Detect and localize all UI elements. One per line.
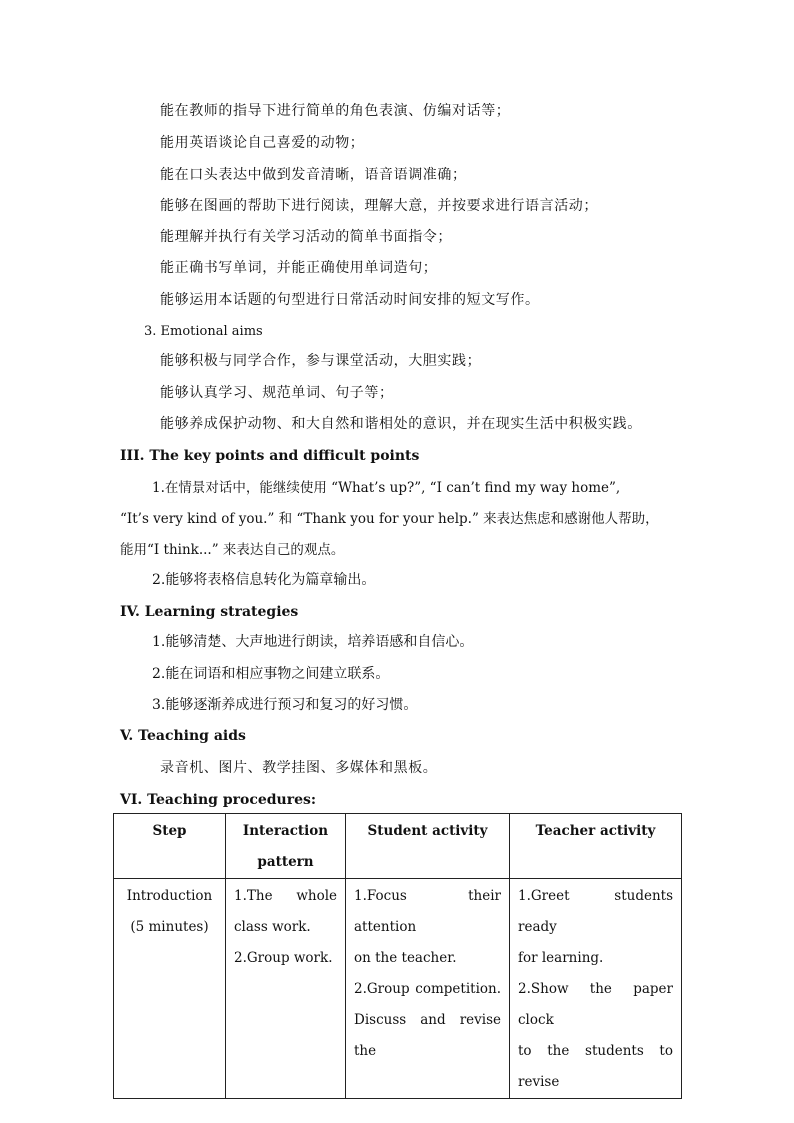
key-points-p2: 2.能够将表格信息转化为篇章输出。 [152, 572, 376, 588]
student-line-4: Discuss and revise the [354, 1012, 501, 1059]
emotional-line-1: 能够积极与同学合作，参与课堂活动，大胆实践； [160, 353, 482, 369]
emotional-aims-heading: 3. Emotional aims [144, 324, 263, 339]
strategy-item-3: 3.能够逐渐养成进行预习和复习的好习惯。 [152, 697, 418, 713]
header-step-label: Step [152, 823, 187, 839]
key-points-p1-line2: “It’s very kind of you.” 和 “Thank you for your help.” 来表达焦虑和感谢他人帮助， [120, 511, 659, 527]
header-student-label: Student activity [367, 823, 488, 839]
strategies-heading: IV. Learning strategies [120, 604, 299, 620]
interaction-line-1: 1.The whole [234, 888, 337, 904]
teacher-line-4: to the students to revise [518, 1043, 673, 1090]
skill-line-4: 能够在图画的帮助下进行阅读，理解大意，并按要求进行语言活动； [160, 198, 598, 214]
cell-step [114, 879, 226, 1099]
key-points-heading: III. The key points and difficult points [120, 448, 420, 464]
header-interaction-line1: Interaction [242, 823, 329, 839]
step-duration: (5 minutes) [130, 919, 209, 935]
header-teacher-activity [510, 814, 682, 879]
key-points-p1-line1: 1.在情景对话中，能继续使用 “What’s up?”, “I can’t find my way home”, [152, 480, 621, 496]
strategy-item-1: 1.能够清楚、大声地进行朗读，培养语感和自信心。 [152, 634, 474, 650]
header-teacher-label: Teacher activity [535, 823, 656, 839]
teacher-line-3: 2.Show the paper clock [518, 981, 673, 1028]
header-student-activity [346, 814, 510, 879]
emotional-line-3: 能够养成保护动物、和大自然和谐相处的意识，并在现实生活中积极实践。 [160, 416, 642, 432]
aids-text: 录音机、图片、教学挂图、多媒体和黑板。 [160, 760, 438, 776]
header-interaction-line2: pattern [257, 854, 314, 870]
skill-line-2: 能用英语谈论自己喜爱的动物； [160, 135, 365, 151]
skill-line-6: 能正确书写单词，并能正确使用单词造句； [160, 260, 438, 276]
header-step [114, 814, 226, 879]
teacher-line-2: for learning. [518, 950, 604, 966]
table-row [114, 879, 682, 1099]
cell-teacher-activity [510, 879, 682, 1099]
strategy-item-2: 2.能在词语和相应事物之间建立联系。 [152, 666, 390, 682]
step-name: Introduction [126, 888, 213, 904]
skill-line-5: 能理解并执行有关学习活动的简单书面指令； [160, 229, 452, 245]
student-line-2: on the teacher. [354, 950, 457, 966]
procedures-heading: VI. Teaching procedures: [120, 792, 317, 808]
student-line-1: 1.Focus their attention [354, 888, 501, 935]
skill-line-1: 能在教师的指导下进行简单的角色表演、仿编对话等； [160, 103, 511, 119]
key-points-p1-line3: 能用“I think...” 来表达自己的观点。 [120, 542, 345, 558]
cell-student-activity [346, 879, 510, 1099]
interaction-line-3: 2.Group work. [234, 950, 333, 966]
cell-interaction [226, 879, 346, 1099]
emotional-line-2: 能够认真学习、规范单词、句子等； [160, 385, 394, 401]
interaction-line-2: class work. [234, 919, 311, 935]
header-interaction [226, 814, 346, 879]
skill-line-3: 能在口头表达中做到发音清晰，语音语调准确； [160, 167, 467, 183]
aids-heading: V. Teaching aids [120, 728, 246, 744]
table-header-row [114, 814, 682, 879]
student-line-3: 2.Group competition. [354, 981, 501, 997]
teacher-line-1: 1.Greet students ready [518, 888, 673, 935]
skill-line-7: 能够运用本话题的句型进行日常活动时间安排的短文写作。 [160, 292, 540, 308]
procedures-table [113, 813, 682, 1099]
